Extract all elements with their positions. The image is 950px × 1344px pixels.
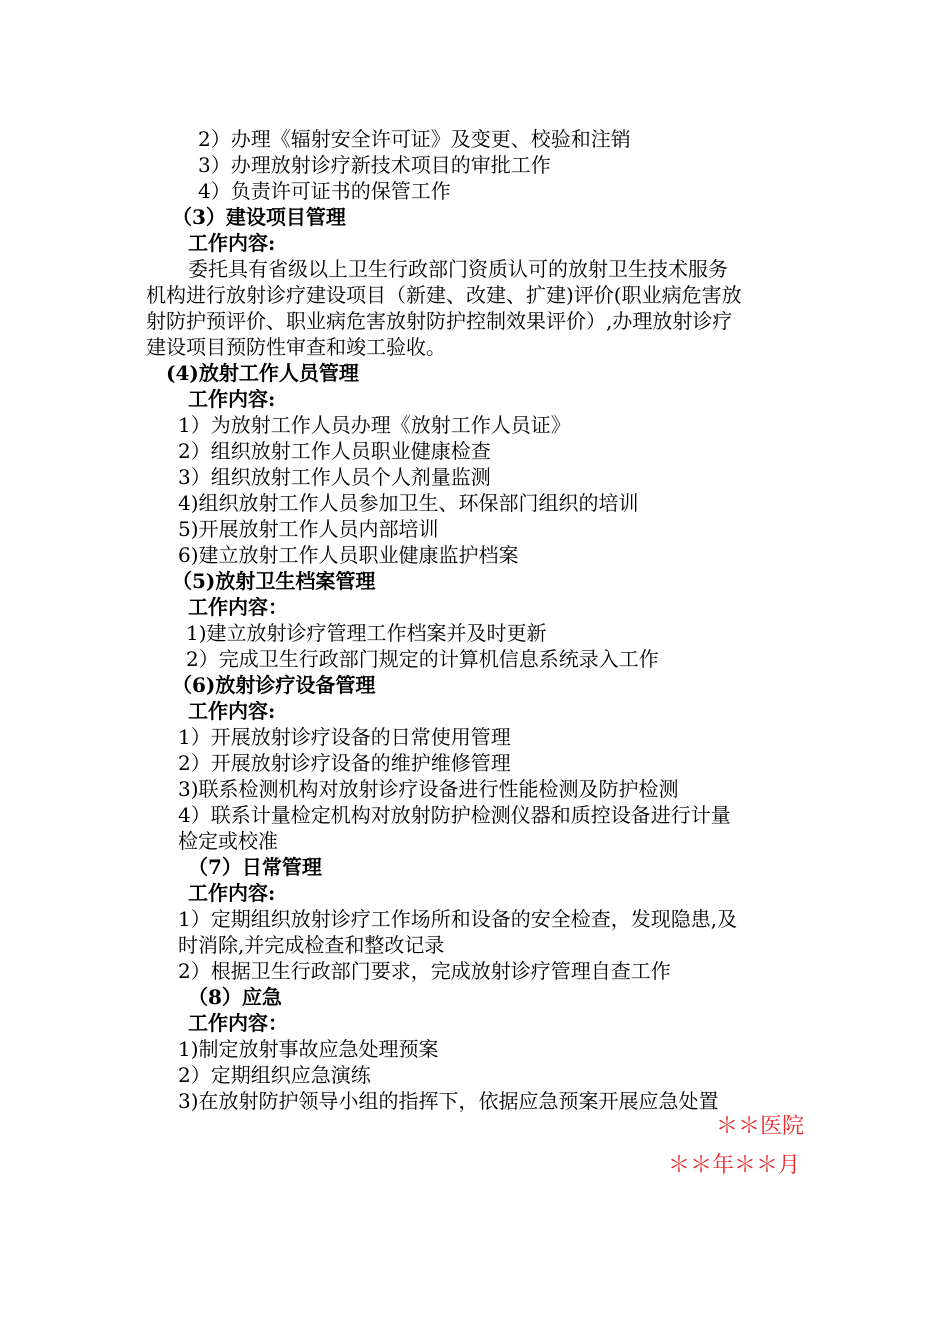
paragraph-line: 建设项目预防性审查和竣工验收。 <box>146 335 446 359</box>
text-line: 3）办理放射诊疗新技术项目的审批工作 <box>198 153 551 177</box>
signature-hospital: ＊＊医院 <box>716 1114 805 1139</box>
section-heading: （6)放射诊疗设备管理 <box>172 673 376 697</box>
section-heading: （3）建设项目管理 <box>172 205 346 229</box>
section-heading: （7）日常管理 <box>188 855 322 879</box>
list-item: 3)联系检测机构对放射诊疗设备进行性能检测及防护检测 <box>178 777 679 801</box>
section-heading: （5)放射卫生档案管理 <box>172 569 376 593</box>
section-heading: (4)放射工作人员管理 <box>166 361 359 385</box>
subheading: 工作内容： <box>188 595 288 619</box>
list-item: 1)建立放射诊疗管理工作档案并及时更新 <box>186 621 547 645</box>
list-item: 2）根据卫生行政部门要求，完成放射诊疗管理自查工作 <box>178 959 671 983</box>
list-item: 4）联系计量检定机构对放射防护检测仪器和质控设备进行计量 <box>178 803 731 827</box>
list-item: 3)在放射防护领导小组的指挥下，依据应急预案开展应急处置 <box>178 1089 719 1113</box>
list-item: 时消除,并完成检查和整改记录 <box>178 933 445 957</box>
list-item: 1）定期组织放射诊疗工作场所和设备的安全检查，发现隐患,及 <box>178 907 738 931</box>
subheading: 工作内容: <box>188 231 276 255</box>
list-item: 3）组织放射工作人员个人剂量监测 <box>178 465 491 489</box>
list-item: 2）定期组织应急演练 <box>178 1063 371 1087</box>
text-line: 2）办理《辐射安全许可证》及变更、校验和注销 <box>198 127 631 151</box>
subheading: 工作内容： <box>188 1011 288 1035</box>
section-heading: （8）应急 <box>188 985 282 1009</box>
list-item: 2）完成卫生行政部门规定的计算机信息系统录入工作 <box>186 647 659 671</box>
list-item: 2）组织放射工作人员职业健康检查 <box>178 439 491 463</box>
text-line: 4）负责许可证书的保管工作 <box>198 179 451 203</box>
list-item: 2）开展放射诊疗设备的维护维修管理 <box>178 751 511 775</box>
paragraph-line: 委托具有省级以上卫生行政部门资质认可的放射卫生技术服务 <box>188 257 728 281</box>
paragraph-line: 机构进行放射诊疗建设项目（新建、改建、扩建)评价(职业病危害放 <box>146 283 742 307</box>
list-item: 5)开展放射工作人员内部培训 <box>178 517 439 541</box>
list-item: 1)制定放射事故应急处理预案 <box>178 1037 439 1061</box>
list-item: 4)组织放射工作人员参加卫生、环保部门组织的培训 <box>178 491 639 515</box>
subheading: 工作内容: <box>188 699 276 723</box>
list-item: 1）为放射工作人员办理《放射工作人员证》 <box>178 413 571 437</box>
paragraph-line: 射防护预评价、职业病危害放射防护控制效果评价）,办理放射诊疗 <box>146 309 733 333</box>
list-item: 6)建立放射工作人员职业健康监护档案 <box>178 543 519 567</box>
subheading: 工作内容: <box>188 387 276 411</box>
signature-date: ＊＊年＊＊月 <box>668 1153 801 1178</box>
subheading: 工作内容: <box>188 881 276 905</box>
list-item: 检定或校准 <box>178 829 278 853</box>
list-item: 1）开展放射诊疗设备的日常使用管理 <box>178 725 511 749</box>
